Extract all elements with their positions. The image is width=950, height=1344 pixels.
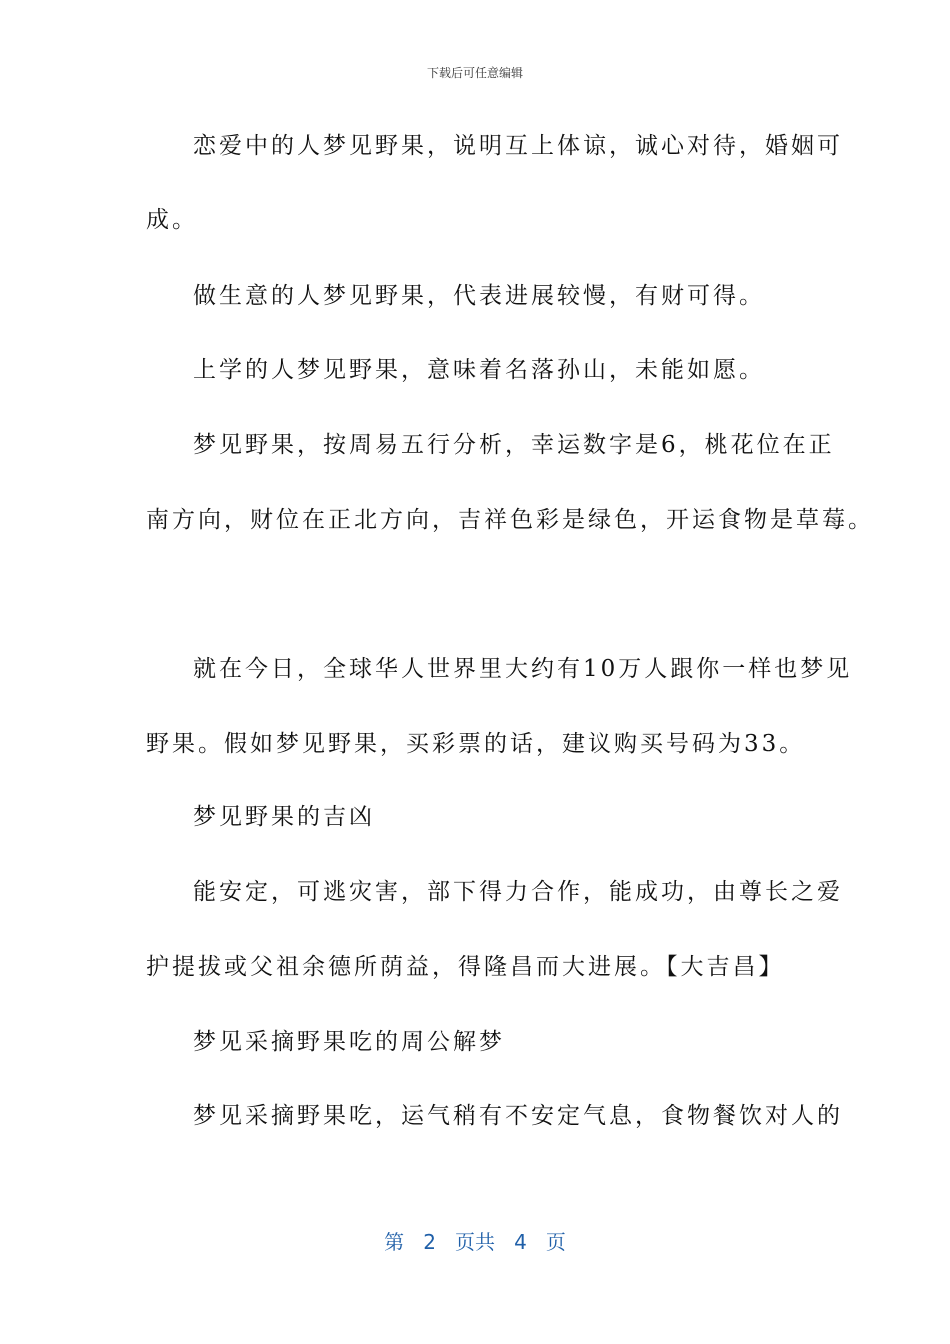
page-label-middle: 页共 [455, 1230, 495, 1254]
paragraph-line: 野果。假如梦见野果，买彩票的话，建议购买号码为33。 [146, 731, 806, 757]
paragraph-line: 梦见采摘野果吃，运气稍有不安定气息，食物餐饮对人的 [193, 1103, 843, 1129]
paragraph-line: 梦见野果，按周易五行分析，幸运数字是6，桃花位在正 [193, 432, 835, 458]
paragraph-line: 就在今日，全球华人世界里大约有10万人跟你一样也梦见 [193, 656, 853, 682]
paragraph-line: 护提拔或父祖余德所荫益，得隆昌而大进展。【大吉昌】 [146, 954, 785, 980]
section-heading: 梦见野果的吉凶 [193, 804, 375, 830]
paragraph-line: 南方向，财位在正北方向，吉祥色彩是绿色，开运食物是草莓。 [146, 507, 874, 533]
page-header: 下载后可任意编辑 [426, 66, 523, 80]
total-pages-number: 4 [514, 1230, 527, 1254]
paragraph-line: 恋爱中的人梦见野果，说明互上体谅，诚心对待，婚姻可 [193, 133, 843, 159]
page-label-suffix: 页 [545, 1230, 566, 1254]
page-footer [0, 1226, 950, 1255]
page-label-prefix: 第 [384, 1230, 405, 1254]
paragraph-line: 成。 [146, 207, 198, 233]
section-heading: 梦见采摘野果吃的周公解梦 [193, 1029, 505, 1055]
paragraph-line: 做生意的人梦见野果，代表进展较慢，有财可得。 [193, 283, 765, 309]
current-page-number: 2 [423, 1230, 436, 1254]
paragraph-line: 能安定，可逃灾害，部下得力合作，能成功，由尊长之爱 [193, 879, 843, 905]
paragraph-line: 上学的人梦见野果，意味着名落孙山，未能如愿。 [193, 357, 765, 383]
